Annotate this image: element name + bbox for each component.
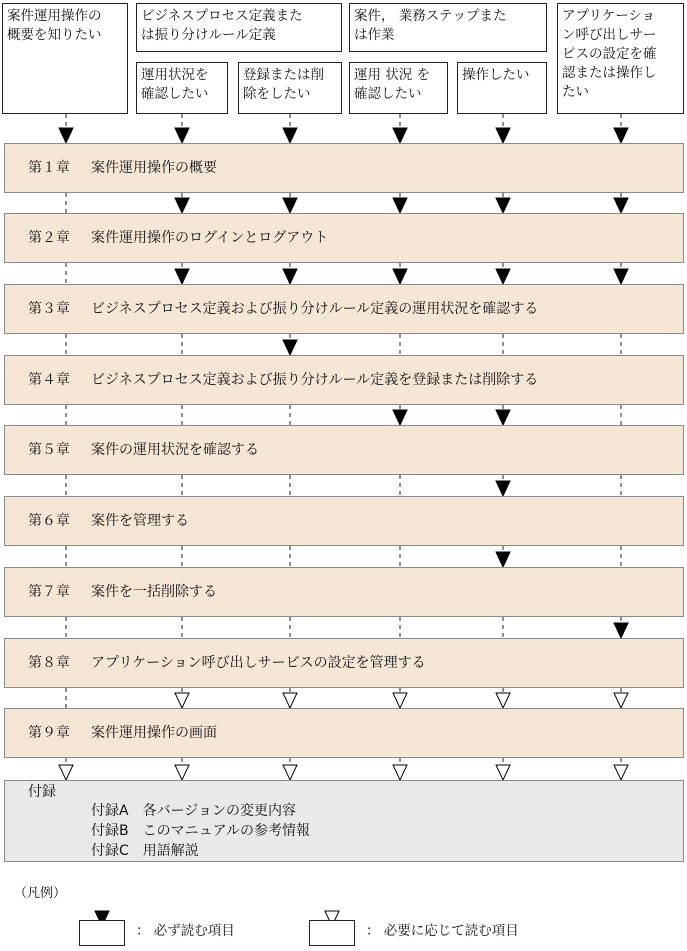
- chapter-number: 第８章: [28, 655, 70, 671]
- chapter-title: 案件を一括削除する: [91, 584, 217, 600]
- legend-optional-box: [309, 920, 355, 946]
- optional-arrow-icon: [614, 693, 628, 708]
- optional-arrow-icon: [175, 765, 189, 780]
- appendix-item: 付録B このマニュアルの参考情報: [91, 823, 311, 839]
- required-arrow-icon: [283, 340, 297, 355]
- required-arrow-icon: [393, 128, 407, 143]
- required-arrow-icon: [614, 269, 628, 284]
- goal-box-case-status: 運用 状況 を 確認したい: [349, 62, 448, 114]
- chapter-number: 第２章: [28, 230, 70, 246]
- chapter-box-1: [4, 143, 684, 193]
- group-box-bpd-rules: ビジネスプロセス定義また は振り分けルール定義: [136, 3, 342, 52]
- goal-box-bpd-status: 運用状況を 確認したい: [136, 62, 228, 114]
- chapter-box-2: [4, 213, 684, 263]
- optional-arrow-icon: [393, 693, 407, 708]
- group-box-case-steps: 案件， 業務ステップまた は作業: [349, 3, 547, 52]
- required-arrow-icon: [59, 128, 73, 143]
- goal-box-bpd-register: 登録または削 除をしたい: [238, 62, 342, 114]
- optional-arrow-icon: [614, 765, 628, 780]
- appendix-item: 付録C 用語解説: [91, 843, 199, 859]
- chapter-number: 第４章: [28, 372, 70, 388]
- chapter-box-3: [4, 284, 684, 334]
- required-arrow-icon: [283, 128, 297, 143]
- chapter-title: 案件の運用状況を確認する: [91, 442, 259, 458]
- appendix-title: 付録: [28, 784, 56, 800]
- chapter-number: 第１章: [28, 160, 70, 176]
- chapter-title: ビジネスプロセス定義および振り分けルール定義の運用状況を確認する: [91, 301, 539, 317]
- goal-box-app-service: アプリケーショ ン呼び出しサー ビスの設定を確 認または操作し たい: [557, 3, 684, 114]
- chapter-box-5: [4, 425, 684, 475]
- optional-arrow-icon: [175, 693, 189, 708]
- required-arrow-icon: [496, 128, 510, 143]
- required-arrow-icon: [393, 410, 407, 425]
- optional-arrow-icon: [496, 693, 510, 708]
- required-arrow-icon: [614, 198, 628, 213]
- goal-box-overview: 案件運用操作の 概要を知りたい: [2, 3, 128, 114]
- required-arrow-icon: [283, 269, 297, 284]
- legend-required-box: [79, 920, 125, 946]
- chapter-number: 第６章: [28, 513, 70, 529]
- legend-title: （凡例）: [14, 886, 67, 901]
- chapter-title: 案件運用操作の画面: [91, 725, 217, 741]
- chapter-box-9: [4, 708, 684, 758]
- required-arrow-icon: [614, 623, 628, 638]
- required-arrow-icon: [175, 198, 189, 213]
- appendix-box: [4, 780, 684, 862]
- legend-optional-label: ： 必要に応じて読む項目: [366, 923, 519, 939]
- chapter-box-6: [4, 496, 684, 546]
- chapter-title: アプリケーション呼び出しサービスの設定を管理する: [91, 655, 426, 671]
- optional-arrow-icon: [393, 765, 407, 780]
- required-arrow-icon: [393, 269, 407, 284]
- appendix-item: 付録A 各バージョンの変更内容: [91, 803, 297, 819]
- optional-arrow-icon: [496, 765, 510, 780]
- chapter-number: 第９章: [28, 725, 70, 741]
- optional-arrow-icon: [283, 693, 297, 708]
- required-arrow-icon: [393, 198, 407, 213]
- chapter-title: 案件を管理する: [91, 513, 189, 529]
- chapter-box-7: [4, 567, 684, 617]
- required-arrow-icon: [496, 552, 510, 567]
- chapter-title: ビジネスプロセス定義および振り分けルール定義を登録または削除する: [91, 372, 539, 388]
- required-arrow-icon: [496, 481, 510, 496]
- legend-required-label: ： 必ず読む項目: [136, 923, 235, 939]
- chapter-box-4: [4, 355, 684, 405]
- required-arrow-icon: [283, 198, 297, 213]
- optional-arrow-icon: [283, 765, 297, 780]
- chapter-title: 案件運用操作の概要: [91, 160, 217, 176]
- required-arrow-icon: [614, 128, 628, 143]
- chapter-number: 第３章: [28, 301, 70, 317]
- chapter-title: 案件運用操作のログインとログアウト: [91, 230, 329, 246]
- required-arrow-icon: [175, 269, 189, 284]
- chapter-number: 第５章: [28, 442, 70, 458]
- required-arrow-icon: [496, 269, 510, 284]
- goal-box-case-operate: 操作したい: [457, 62, 547, 114]
- required-arrow-icon: [496, 198, 510, 213]
- required-arrow-icon: [175, 128, 189, 143]
- chapter-box-8: [4, 638, 684, 688]
- optional-arrow-icon: [59, 765, 73, 780]
- required-arrow-icon: [496, 410, 510, 425]
- chapter-number: 第７章: [28, 584, 70, 600]
